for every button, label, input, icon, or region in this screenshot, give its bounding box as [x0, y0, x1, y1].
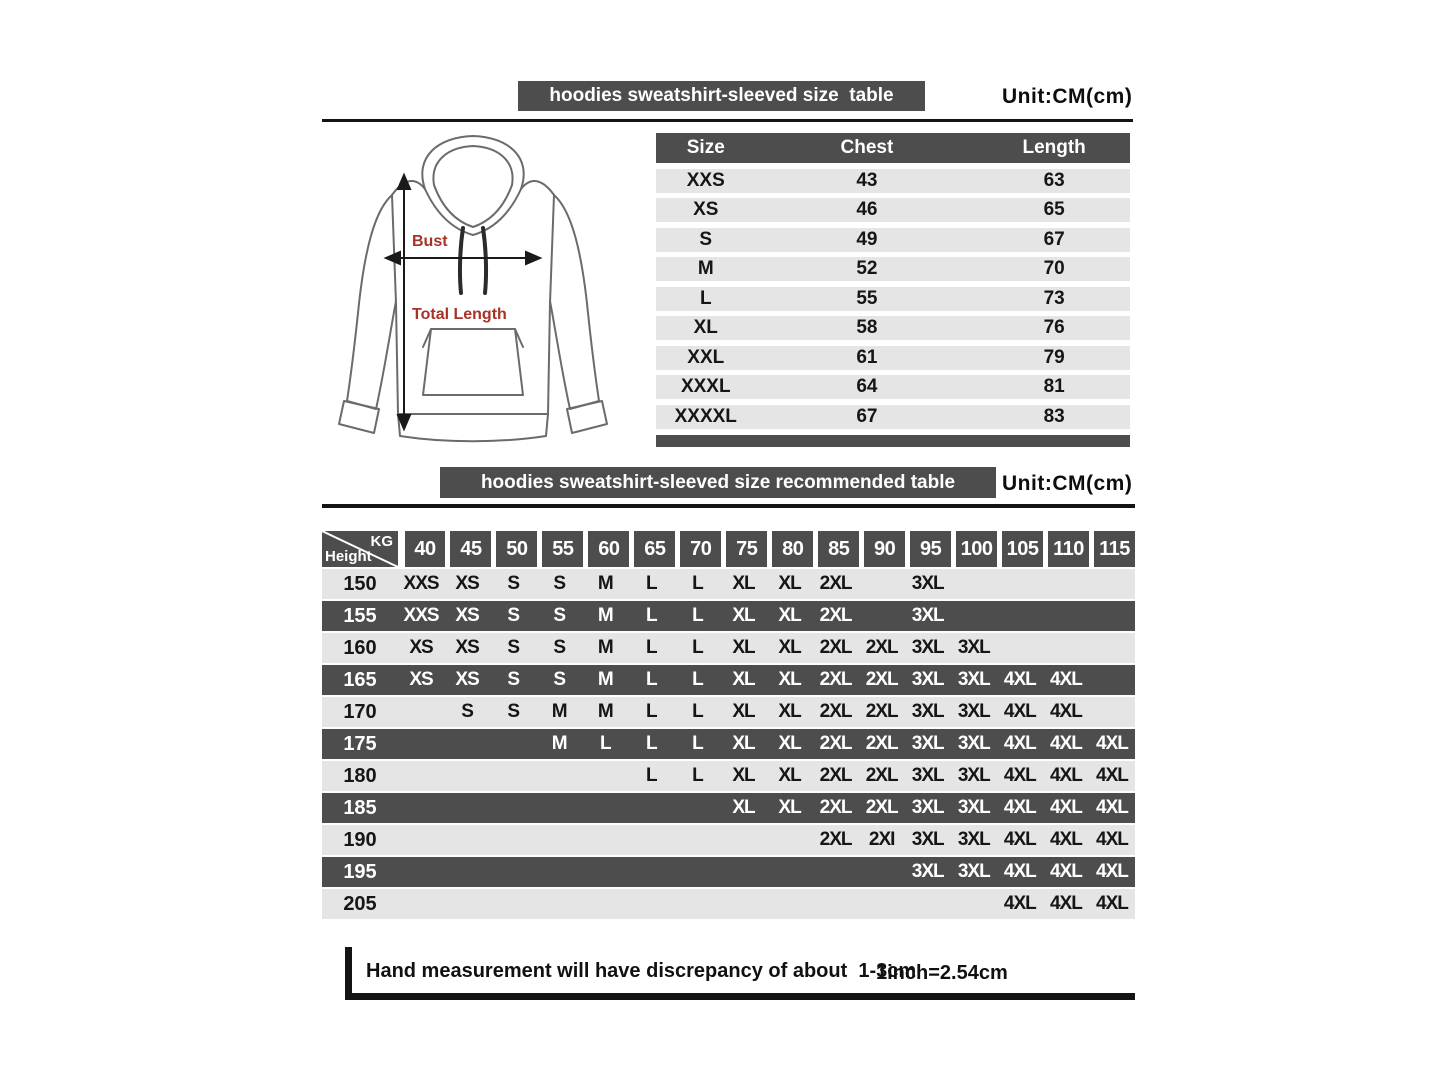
height-axis-label: Height	[325, 548, 372, 565]
measurement-cell: 61	[856, 346, 878, 368]
weight-col-header: 70	[680, 531, 721, 567]
recommended-size-cell: 2XL	[819, 733, 852, 754]
size-label-cell: XS	[693, 199, 719, 220]
recommended-size-cell: L	[692, 669, 703, 690]
recommended-size-cell: XL	[778, 797, 801, 818]
recommended-size-cell: 3XL	[911, 797, 944, 818]
recommended-size-cell: L	[646, 605, 657, 626]
recommended-size-cell: 2XL	[865, 797, 898, 818]
height-label-cell: 195	[343, 860, 377, 883]
drawstring-left	[460, 228, 463, 293]
recommended-size-cell: 4XL	[1049, 829, 1082, 850]
weight-col-header: 60	[588, 531, 629, 567]
recommended-size-cell: 2XL	[819, 829, 852, 850]
recommended-size-cell: S	[461, 701, 473, 722]
recommended-size-cell: 4XL	[1096, 733, 1128, 754]
recommended-size-cell: 2XL	[819, 605, 852, 626]
recommended-size-cell: L	[646, 765, 657, 786]
recommended-size-cell: S	[553, 669, 566, 690]
recommended-size-cell: XL	[778, 733, 801, 754]
divider-line	[322, 119, 1133, 122]
recommended-size-cell: XL	[732, 765, 755, 786]
recommended-size-cell: 2XL	[819, 797, 852, 818]
recommended-size-cell: 3XL	[911, 605, 944, 626]
total-length-label: Total Length	[412, 306, 507, 323]
measurement-cell: 76	[1043, 317, 1065, 338]
matrix-row	[322, 633, 1135, 663]
recommended-size-cell: 3XL	[911, 765, 944, 786]
matrix-row	[322, 889, 1135, 919]
measurement-cell: 58	[856, 317, 878, 338]
recommended-size-cell: XS	[455, 605, 479, 626]
size-table-row	[656, 287, 1130, 311]
measurement-cell: 73	[1043, 287, 1065, 309]
recommended-size-cell: 2XL	[819, 573, 852, 594]
recommended-size-cell: XL	[732, 797, 755, 818]
recommended-size-cell: XL	[732, 701, 755, 722]
recommended-size-cell: 3XL	[911, 701, 944, 722]
kg-axis-label: KG	[370, 533, 393, 550]
recommended-size-cell: 2XL	[865, 701, 898, 722]
recommended-size-cell: XS	[409, 637, 433, 658]
recommended-size-cell: XL	[778, 637, 801, 658]
recommended-size-cell: XXS	[403, 573, 439, 594]
recommended-size-cell: L	[646, 669, 657, 690]
recommended-size-cell: XL	[778, 701, 801, 722]
weight-col-header: 95	[910, 531, 951, 567]
height-label-cell: 150	[343, 572, 377, 595]
recommended-size-cell: 2XL	[865, 765, 898, 786]
size-label-cell: L	[699, 287, 712, 309]
height-label-cell: 185	[343, 796, 377, 819]
recommended-size-cell: 3XL	[957, 797, 990, 818]
size-table-row	[656, 316, 1130, 340]
size-table	[656, 133, 1130, 447]
recommended-size-cell: 3XL	[957, 637, 990, 658]
recommended-size-cell: M	[551, 733, 567, 754]
recommended-size-cell: 4XL	[1049, 669, 1082, 690]
recommended-size-cell: 2XL	[865, 733, 898, 754]
matrix-row	[322, 665, 1135, 695]
recommended-size-cell: L	[692, 637, 703, 658]
recommended-size-cell: L	[646, 637, 657, 658]
matrix-row	[322, 857, 1135, 887]
height-label-cell: 205	[343, 892, 377, 915]
weight-col-header: 100	[956, 531, 997, 567]
recommended-size-cell: XL	[778, 765, 801, 786]
size-table-title: hoodies sweatshirt-sleeved size table	[518, 81, 925, 111]
left-cuff	[339, 401, 379, 433]
matrix-row	[322, 697, 1135, 727]
height-label-cell: 175	[343, 732, 377, 755]
matrix-row	[322, 825, 1135, 855]
recommended-size-cell: M	[597, 701, 613, 722]
recommended-size-cell: 3XL	[957, 669, 990, 690]
recommended-size-cell: XL	[732, 637, 755, 658]
measurement-cell: 67	[1043, 228, 1065, 250]
recommended-size-cell: 4XL	[1003, 701, 1036, 722]
recommended-size-cell: 3XL	[911, 637, 944, 658]
recommended-size-cell: 2XL	[819, 637, 852, 658]
size-label-cell: XXXL	[680, 376, 731, 397]
recommended-size-cell: 3XL	[911, 733, 944, 754]
recommended-size-cell: L	[692, 765, 703, 786]
matrix-body	[322, 569, 1135, 919]
size-table-row	[656, 405, 1130, 429]
recommended-size-cell: S	[553, 573, 566, 594]
recommended-size-cell: 4XL	[1003, 765, 1036, 786]
measurement-cell: 65	[1043, 199, 1065, 220]
recommended-size-cell: 3XL	[957, 733, 990, 754]
weight-col-header: 55	[542, 531, 583, 567]
recommended-size-cell: 2XL	[865, 669, 898, 690]
measurement-cell: 81	[1043, 376, 1065, 397]
recommended-size-cell: 3XL	[911, 829, 944, 850]
measurement-cell: 70	[1043, 258, 1065, 279]
recommended-size-cell: XS	[409, 669, 433, 690]
recommended-size-cell: L	[646, 573, 657, 594]
hood-opening	[433, 146, 512, 185]
recommended-size-cell: S	[553, 605, 566, 626]
recommended-size-cell: L	[599, 733, 611, 754]
height-label-cell: 165	[343, 668, 377, 691]
measurement-cell: 49	[856, 228, 878, 250]
matrix-header-row	[322, 531, 1135, 567]
size-table-col-header: Chest	[840, 137, 894, 158]
recommended-size-cell: 4XL	[1096, 829, 1128, 850]
recommended-size-cell: 3XL	[911, 669, 944, 690]
matrix-row	[322, 569, 1135, 599]
size-table-row	[656, 198, 1130, 222]
measurement-cell: 43	[856, 169, 878, 191]
recommended-size-cell: 3XL	[957, 765, 990, 786]
inch-conversion-note: 1inch=2.54cm	[876, 962, 1008, 984]
measurement-discrepancy-note: Hand measurement will have discrepancy of about 1-3cm	[366, 960, 917, 982]
size-table-row	[656, 346, 1130, 370]
recommended-size-cell: 2XL	[865, 637, 898, 658]
recommended-size-cell: 3XL	[957, 829, 990, 850]
recommended-table-unit-label: Unit:CM(cm)	[1002, 472, 1133, 495]
size-table-row	[656, 169, 1130, 193]
size-table-unit-label: Unit:CM(cm)	[1002, 85, 1133, 108]
recommended-size-cell: M	[597, 605, 613, 626]
height-label-cell: 155	[343, 604, 377, 627]
recommended-size-cell: XL	[732, 605, 755, 626]
size-table-bottom-bar	[656, 435, 1130, 447]
recommended-size-cell: XL	[732, 573, 755, 594]
matrix-row	[322, 761, 1135, 791]
recommended-size-cell: 4XL	[1049, 701, 1082, 722]
measurement-cell: 64	[856, 376, 878, 397]
recommended-size-cell: 4XL	[1003, 733, 1036, 754]
size-table-row	[656, 375, 1130, 399]
arrowhead-left-icon	[386, 252, 400, 264]
recommended-size-cell: XL	[732, 733, 755, 754]
size-label-cell: XL	[693, 317, 718, 338]
recommended-size-cell: L	[692, 605, 703, 626]
recommended-size-cell: XXS	[403, 605, 439, 626]
hood-right-fold	[521, 181, 554, 195]
recommended-size-cell: 4XL	[1049, 765, 1082, 786]
recommended-size-cell: 4XL	[1003, 797, 1036, 818]
recommended-size-cell: S	[507, 637, 519, 658]
recommended-size-cell: XL	[778, 669, 801, 690]
divider-line	[322, 504, 1135, 508]
height-label-cell: 170	[343, 700, 377, 723]
measurement-cell: 79	[1043, 346, 1065, 368]
size-table-row	[656, 257, 1130, 281]
size-table-col-header: Length	[1022, 137, 1086, 158]
recommended-size-cell: 4XL	[1003, 893, 1036, 914]
weight-col-header: 80	[772, 531, 813, 567]
recommended-size-cell: L	[692, 701, 703, 722]
size-table-row	[656, 228, 1130, 252]
weight-col-header: 115	[1094, 531, 1135, 567]
size-label-cell: XXL	[687, 346, 725, 368]
measurement-cell: 67	[856, 405, 878, 427]
weight-col-header: 50	[496, 531, 537, 567]
recommended-size-cell: M	[551, 701, 567, 722]
recommended-size-cell: XS	[455, 669, 479, 690]
recommended-size-cell: S	[507, 573, 519, 594]
weight-col-header: 90	[864, 531, 905, 567]
recommended-size-cell: 4XL	[1003, 829, 1036, 850]
recommended-size-cell: 2XL	[819, 669, 852, 690]
size-table-col-header: Size	[686, 137, 725, 158]
recommended-size-cell: 4XL	[1049, 861, 1082, 882]
right-sleeve	[550, 195, 599, 409]
recommended-size-cell: 3XL	[957, 861, 990, 882]
recommended-size-cell: 4XL	[1096, 765, 1128, 786]
weight-col-header: 65	[634, 531, 675, 567]
recommended-size-cell: 2XL	[819, 765, 852, 786]
recommended-size-cell: 2XL	[819, 701, 852, 722]
bust-label: Bust	[412, 233, 448, 250]
weight-col-header: 75	[726, 531, 767, 567]
recommended-size-cell: 2XI	[868, 829, 895, 850]
recommended-size-cell: S	[507, 701, 519, 722]
recommended-table-title: hoodies sweatshirt-sleeved size recommended table	[440, 467, 996, 498]
recommended-size-cell: 4XL	[1003, 669, 1036, 690]
recommended-size-cell: 4XL	[1049, 733, 1082, 754]
recommended-size-cell: 4XL	[1096, 861, 1128, 882]
size-table-body	[656, 169, 1130, 429]
measurement-cell: 46	[856, 199, 878, 220]
recommended-size-cell: M	[597, 637, 613, 658]
left-sleeve	[347, 195, 396, 409]
collar	[434, 185, 512, 227]
recommended-size-cell: S	[507, 605, 519, 626]
recommended-size-matrix	[322, 531, 1135, 919]
weight-col-header: 45	[450, 531, 491, 567]
kangaroo-pocket	[423, 329, 523, 395]
height-label-cell: 180	[343, 764, 377, 787]
recommended-size-cell: S	[553, 637, 566, 658]
arrowhead-right-icon	[526, 252, 540, 264]
drawstring-right	[483, 228, 486, 293]
hoodie-measurement-diagram	[330, 133, 615, 455]
weight-col-header: 110	[1048, 531, 1089, 567]
matrix-row	[322, 793, 1135, 823]
recommended-size-cell: 3XL	[957, 701, 990, 722]
recommended-size-cell: L	[646, 701, 657, 722]
recommended-size-cell: XS	[455, 637, 479, 658]
measurement-cell: 55	[856, 287, 878, 309]
measurement-cell: 63	[1043, 169, 1065, 191]
size-label-cell: M	[697, 258, 714, 279]
size-label-cell: XXXXL	[674, 405, 737, 427]
recommended-size-cell: XL	[778, 605, 801, 626]
recommended-size-cell: XL	[732, 669, 755, 690]
recommended-size-cell: 4XL	[1049, 893, 1082, 914]
recommended-size-cell: 3XL	[911, 573, 944, 594]
recommended-size-cell: 4XL	[1003, 861, 1036, 882]
footer-bottom-rule	[345, 993, 1135, 1000]
weight-col-header: 85	[818, 531, 859, 567]
recommended-size-cell: S	[507, 669, 519, 690]
measurement-cell: 83	[1043, 405, 1065, 427]
recommended-size-cell: L	[692, 733, 703, 754]
size-label-cell: XXS	[686, 169, 725, 191]
weight-col-header: 105	[1002, 531, 1043, 567]
hem-band	[398, 414, 548, 441]
recommended-size-cell: L	[646, 733, 657, 754]
recommended-size-cell: 4XL	[1096, 797, 1128, 818]
recommended-size-cell: M	[597, 669, 613, 690]
recommended-size-cell: M	[597, 573, 613, 594]
recommended-size-cell: L	[692, 573, 703, 594]
size-label-cell: S	[699, 228, 713, 250]
height-label-cell: 190	[343, 828, 377, 851]
matrix-row	[322, 601, 1135, 631]
recommended-size-cell: XL	[778, 573, 801, 594]
height-label-cell: 160	[343, 636, 377, 659]
recommended-size-cell: 3XL	[911, 861, 944, 882]
recommended-size-cell: XS	[455, 573, 479, 594]
matrix-corner-cell	[322, 531, 398, 567]
recommended-size-cell: 4XL	[1096, 893, 1128, 914]
right-cuff	[567, 401, 607, 433]
measurement-cell: 52	[856, 258, 878, 279]
recommended-size-cell: 4XL	[1049, 797, 1082, 818]
size-table-header-row	[656, 133, 1130, 163]
matrix-row	[322, 729, 1135, 759]
weight-col-header: 40	[405, 531, 446, 567]
